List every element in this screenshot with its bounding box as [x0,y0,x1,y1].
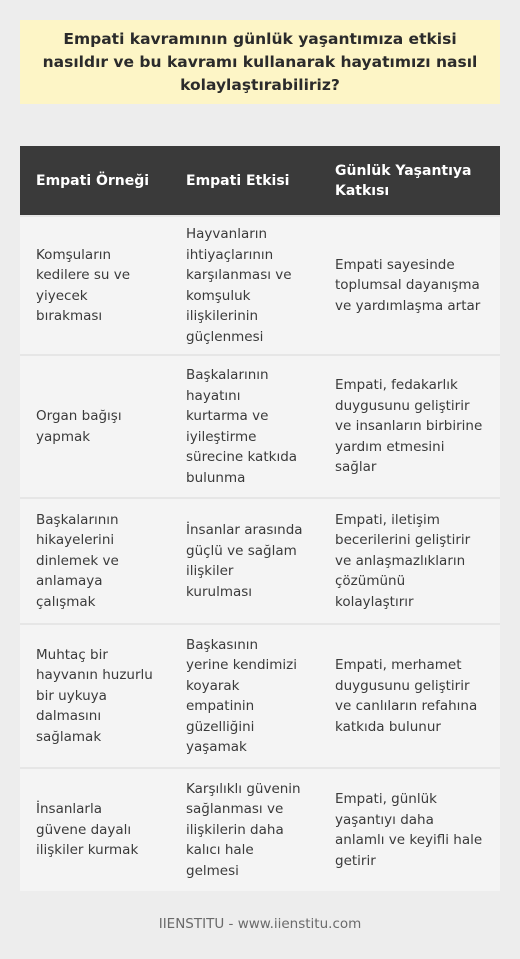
title-banner [20,20,500,104]
table-row [20,768,500,891]
cell-effect: İnsanlar arasında güçlü ve sağlam ilişkiler kurulması [170,498,319,624]
cell-effect: Hayvanların ihtiyaçlarının karşılanması ve komşuluk ilişkilerinin güçlenmesi [170,216,319,355]
cell-effect: Başkalarının hayatını kurtarma ve iyileştirme sürecine katkıda bulunma [170,355,319,498]
table-row [20,498,500,624]
empathy-table [20,146,500,891]
header-effect: Empati Etkisi [170,146,319,216]
table-row [20,355,500,498]
footer-credit: IIENSTITU - www.iienstitu.com [158,916,362,932]
table-row [20,216,500,355]
cell-contribution: Empati, merhamet duygusunu geliştirir ve canlıların refahına katkıda bulunur [319,624,500,768]
cell-example: Komşuların kedilere su ve yiyecek bırakması [20,216,170,355]
header-contribution: Günlük Yaşantıya Katkısı [319,146,500,216]
cell-example: İnsanlarla güvene dayalı ilişkiler kurmak [20,768,170,891]
cell-contribution: Empati, iletişim becerilerini geliştirir ve anlaşmazlıkların çözümünü kolaylaştırır [319,498,500,624]
cell-contribution: Empati sayesinde toplumsal dayanışma ve yardımlaşma artar [319,216,500,355]
table-header [20,146,500,216]
cell-example: Muhtaç bir hayvanın huzurlu bir uykuya dalmasını sağlamak [20,624,170,768]
header-example: Empati Örneği [20,146,170,216]
cell-example: Başkalarının hikayelerini dinlemek ve anlamaya çalışmak [20,498,170,624]
table-row [20,624,500,768]
cell-effect: Başkasının yerine kendimizi koyarak empatinin güzelliğini yaşamak [170,624,319,768]
cell-contribution: Empati, günlük yaşantıyı daha anlamlı ve keyifli hale getirir [319,768,500,891]
cell-effect: Karşılıklı güvenin sağlanması ve ilişkilerin daha kalıcı hale gelmesi [170,768,319,891]
cell-example: Organ bağışı yapmak [20,355,170,498]
cell-contribution: Empati, fedakarlık duygusunu geliştirir ve insanların birbirine yardım etmesini sağlar [319,355,500,498]
page-title: Empati kavramının günlük yaşantımıza etkisi nasıldır ve bu kavramı kullanarak hayatımızı nasıl kolaylaştırabiliriz? [42,29,478,94]
